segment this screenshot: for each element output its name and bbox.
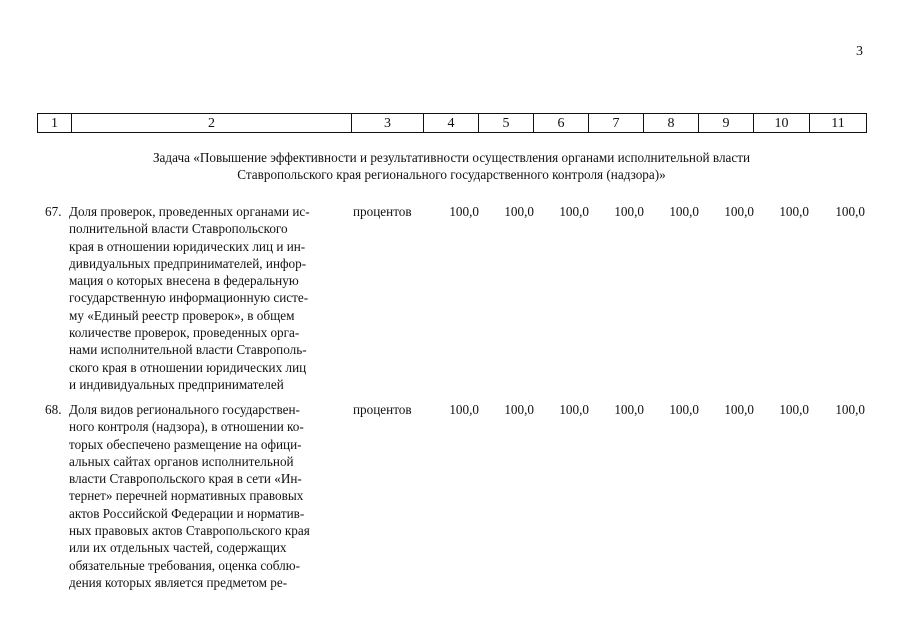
column-header-1: 1	[38, 114, 72, 133]
column-header-9: 9	[699, 114, 754, 133]
task-title: Задача «Повышение эффективности и результативности осуществления органами исполнительной власти Ставропольского края регионального государственного контроля (надзора)»	[152, 150, 751, 182]
unit-cell: процентов	[353, 402, 412, 417]
value-col-9: 100,0	[724, 204, 754, 219]
column-header-3: 3	[352, 114, 424, 133]
column-header-6: 6	[534, 114, 589, 133]
value-col-8: 100,0	[669, 402, 699, 417]
column-number-header	[37, 113, 867, 133]
value-col-6: 100,0	[559, 204, 589, 219]
column-header-10: 10	[754, 114, 810, 133]
value-col-6: 100,0	[559, 402, 589, 417]
indicator-text: Доля видов регионального государствен- ного контроля (надзора), в отношении ко- торых обеспечено размещение на офици- альных сайтах органов исполнительной власти Ставропольского края в сети «Ин- тернет» перечней нормативных правовых актов Российской Федерации и норматив- ных правовых актов Ставропольского края или их отдельных частей, содержащих обязательные требования, оценка соблю- дения которых является предметом ре-	[69, 402, 310, 590]
column-header-5: 5	[479, 114, 534, 133]
unit-cell: процентов	[353, 204, 412, 219]
value-col-11: 100,0	[835, 204, 865, 219]
column-header-2: 2	[72, 114, 352, 133]
value-col-8: 100,0	[669, 204, 699, 219]
column-header-11: 11	[810, 114, 867, 133]
value-col-9: 100,0	[724, 402, 754, 417]
value-col-10: 100,0	[779, 204, 809, 219]
value-col-10: 100,0	[779, 402, 809, 417]
column-header-7: 7	[589, 114, 644, 133]
page-number: 3	[856, 44, 863, 59]
value-col-5: 100,0	[504, 402, 534, 417]
value-col-11: 100,0	[835, 402, 865, 417]
row-number: 68.	[45, 402, 62, 417]
value-col-7: 100,0	[614, 204, 644, 219]
value-col-5: 100,0	[504, 204, 534, 219]
value-col-7: 100,0	[614, 402, 644, 417]
indicator-text: Доля проверок, проведенных органами ис- полнительной власти Ставропольского края в отношении юридических лиц и ин- дивидуальных предпринимателей, инфор- мация о которых внесена в федеральную государственную информационную систе- му «Единый реестр проверок», в общем количестве проверок, проведенных орга- нами исполнительной власти Ставрополь- ского края в отношении юридических лиц и индивидуальных предпринимателей	[69, 204, 310, 392]
value-col-4: 100,0	[449, 204, 479, 219]
value-col-4: 100,0	[449, 402, 479, 417]
column-header-4: 4	[424, 114, 479, 133]
row-number: 67.	[45, 204, 62, 219]
column-header-8: 8	[644, 114, 699, 133]
